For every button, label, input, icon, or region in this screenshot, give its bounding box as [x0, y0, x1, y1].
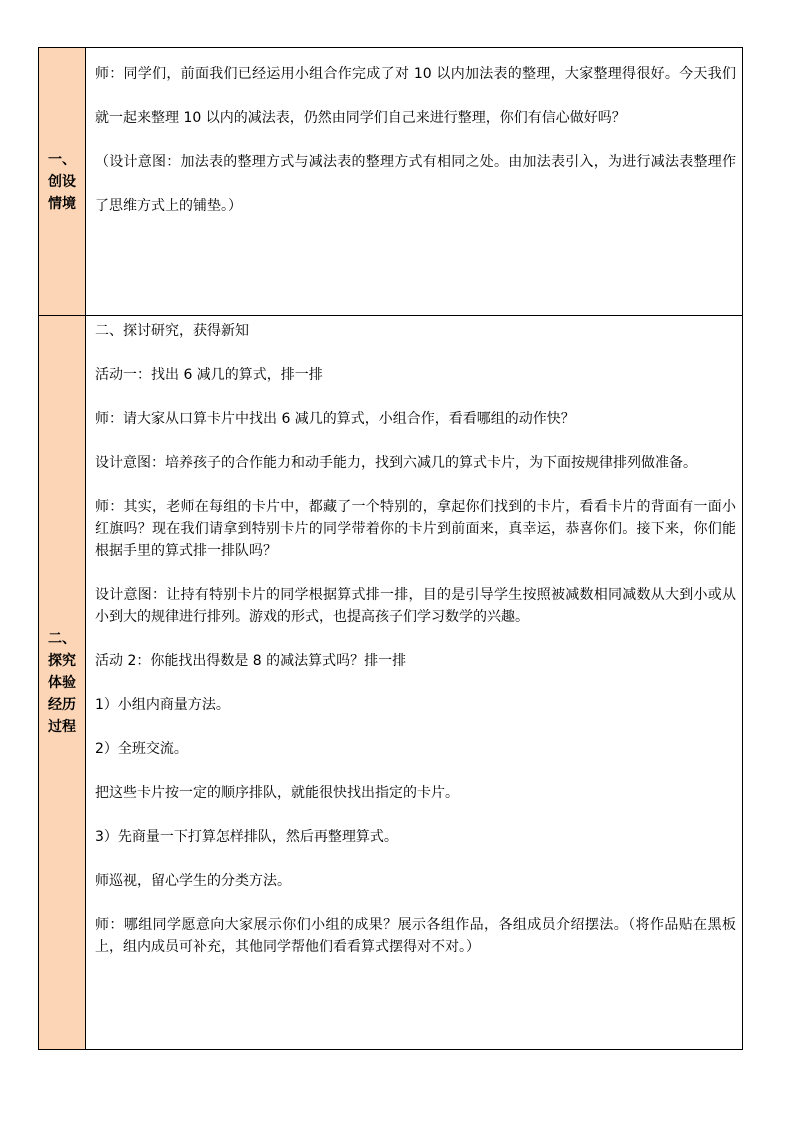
paragraph: （设计意图：加法表的整理方式与减法表的整理方式有相同之处。由加法表引入，为进行减法表整理作了思维方式上的铺垫。） — [95, 154, 736, 214]
paragraph: 师：其实，老师在每组的卡片中，都藏了一个特别的，拿起你们找到的卡片，看看卡片的背面有一面小红旗吗？现在我们请拿到特别卡片的同学带着你的卡片到前面来，真幸运，恭喜你们。接下来，你们能根据手里的算式排一排队吗？ — [95, 499, 736, 559]
paragraph: 活动 2：你能找出得数是 8 的减法算式吗？排一排 — [95, 653, 407, 669]
section-content — [86, 48, 742, 228]
section-content-cell — [86, 48, 743, 316]
paragraph: 3）先商量一下打算怎样排队，然后再整理算式。 — [95, 829, 398, 845]
section-label: 一、创设情境 — [48, 151, 76, 212]
paragraph: 设计意图：让持有特别卡片的同学根据算式排一排，目的是引导学生按照被减数相同减数从大到小或从小到大的规律进行排列。游戏的形式，也提高孩子们学习数学的兴趣。 — [95, 587, 736, 625]
paragraph: 把这些卡片按一定的顺序排队，就能很快找出指定的卡片。 — [95, 785, 459, 801]
paragraph: 师：请大家从口算卡片中找出 6 减几的算式，小组合作，看看哪组的动作快？ — [95, 411, 575, 427]
section-row-1 — [39, 48, 743, 316]
paragraph: 活动一：找出 6 减几的算式，排一排 — [95, 367, 323, 383]
paragraph: 1）小组内商量方法。 — [95, 697, 230, 713]
section-row-2 — [39, 316, 743, 1050]
lesson-plan-table — [38, 47, 743, 1050]
paragraph: 2）全班交流。 — [95, 741, 188, 757]
paragraph: 师：同学们，前面我们已经运用小组合作完成了对 10 以内加法表的整理，大家整理得很好。今天我们就一起来整理 10 以内的减法表，仍然由同学们自己来进行整理，你们有信心做好吗？ — [95, 66, 736, 126]
section-content — [86, 316, 742, 958]
section-content-cell — [86, 316, 743, 1050]
paragraph: 师巡视，留心学生的分类方法。 — [95, 873, 291, 889]
section-label: 二、探究体验经历过程 — [48, 630, 76, 735]
paragraph: 设计意图：培养孩子的合作能力和动手能力，找到六减几的算式卡片，为下面按规律排列做准备。 — [95, 455, 697, 471]
paragraph: 二、探讨研究，获得新知 — [95, 323, 249, 339]
section-label-cell — [39, 316, 86, 1050]
section-label-cell — [39, 48, 86, 316]
paragraph: 师：哪组同学愿意向大家展示你们小组的成果？展示各组作品，各组成员介绍摆法。（将作品贴在黑板上，组内成员可补充，其他同学帮他们看看算式摆得对不对。） — [95, 917, 736, 955]
